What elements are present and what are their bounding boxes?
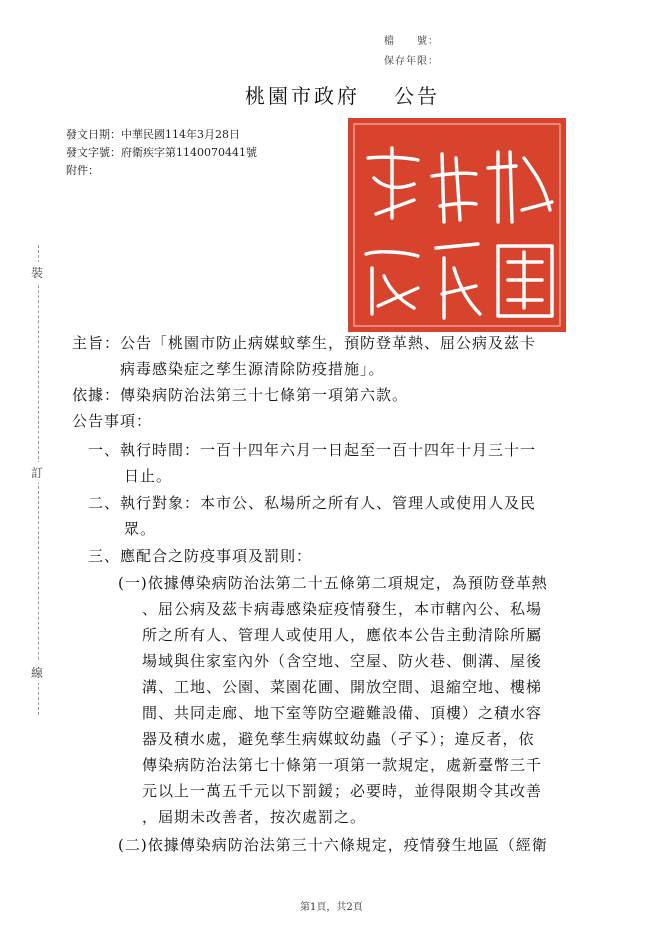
item-three-heading: 三、應配合之防疫事項及罰則： bbox=[88, 547, 313, 565]
issuing-org: 桃園市政府 bbox=[245, 84, 360, 108]
item-two-line-1: 二、執行對象：本市公、私場所之所有人、管理人或使用人及民 bbox=[88, 494, 537, 512]
basis-label: 依據： bbox=[72, 386, 121, 404]
sub-item-1-line-6: 間、共同走廊、地下室等防空避難設備、頂樓）之積水容 bbox=[142, 704, 543, 722]
reference-number-row bbox=[66, 144, 257, 162]
reference-number-label: 發文字號： bbox=[66, 146, 121, 159]
reference-number-value: 府衛疾字第1140070441號 bbox=[121, 146, 257, 159]
sub-item-1-line-1: (一)依據傳染病防治法第二十五條第二項規定，為預防登革熱 bbox=[118, 574, 548, 592]
retention-label: 保存年限： bbox=[384, 56, 439, 67]
page-number: 第1頁，共2頁 bbox=[300, 902, 363, 913]
sub-item-1-line-5: 溝、工地、公園、菜園花圃、開放空間、退縮空地、樓梯 bbox=[142, 678, 543, 696]
sub-item-1-line-4: 場域與住家室內外（含空地、空屋、防火巷、側溝、屋後 bbox=[142, 652, 543, 670]
document-title bbox=[245, 80, 440, 109]
attachment-label: 附件： bbox=[66, 164, 99, 177]
issue-date-label: 發文日期： bbox=[66, 128, 121, 141]
sub-item-1-line-10: ，屆期未改善者，按次處罰之。 bbox=[142, 808, 367, 826]
attachment-row bbox=[66, 162, 257, 180]
issue-date-row bbox=[66, 126, 257, 144]
issue-date-value: 中華民國114年3月28日 bbox=[121, 128, 240, 141]
binding-mark-ding: 訂 bbox=[31, 462, 43, 483]
sub-item-1-line-7: 器及積水處，避免孳生病媒蚊幼蟲（孑孓）；違反者，依 bbox=[142, 730, 535, 748]
basis-text: 傳染病防治法第三十七條第一項第六款。 bbox=[120, 386, 409, 404]
item-two-line-2: 眾。 bbox=[124, 520, 157, 538]
subject-text-2: 病毒感染症之孳生源清除防疫措施」。 bbox=[120, 360, 385, 378]
sub-item-1-line-8: 傳染病防治法第七十條第一項第一款規定，處新臺幣三千 bbox=[142, 756, 543, 774]
subject-text-1: 公告「桃園市防止病媒蚊孳生，預防登革熱、屈公病及茲卡 bbox=[120, 334, 537, 352]
document-type: 公告 bbox=[394, 84, 440, 108]
item-one-line-2: 日止。 bbox=[124, 467, 173, 485]
file-number-label: 檔 號： bbox=[384, 36, 439, 47]
binding-mark-zhuang: 裝 bbox=[31, 262, 43, 283]
sub-item-2-line-1: (二)依據傳染病防治法第三十六條規定，疫情發生地區（經衛 bbox=[118, 836, 548, 854]
header-fields bbox=[66, 126, 257, 180]
notice-heading: 公告事項： bbox=[72, 412, 153, 430]
binding-mark-xian: 線 bbox=[31, 662, 43, 683]
seal-graphic bbox=[348, 118, 566, 332]
subject-label: 主旨： bbox=[72, 334, 121, 352]
binding-margin bbox=[0, 0, 60, 948]
basis-line bbox=[72, 382, 408, 408]
sub-item-1-line-2: 、屈公病及茲卡病毒感染症疫情發生，本市轄內公、私場 bbox=[142, 600, 543, 618]
sub-item-1-line-3: 所之所有人、管理人或使用人，應依本公告主動清除所屬 bbox=[142, 626, 543, 644]
subject-line-1 bbox=[72, 330, 536, 356]
official-seal bbox=[348, 118, 566, 332]
sub-item-1-line-9: 元以上一萬五千元以下罰鍰；必要時，並得限期令其改善 bbox=[142, 782, 543, 800]
item-one-line-1: 一、執行時間：一百十四年六月一日起至一百十四年十月三十一 bbox=[88, 441, 537, 459]
